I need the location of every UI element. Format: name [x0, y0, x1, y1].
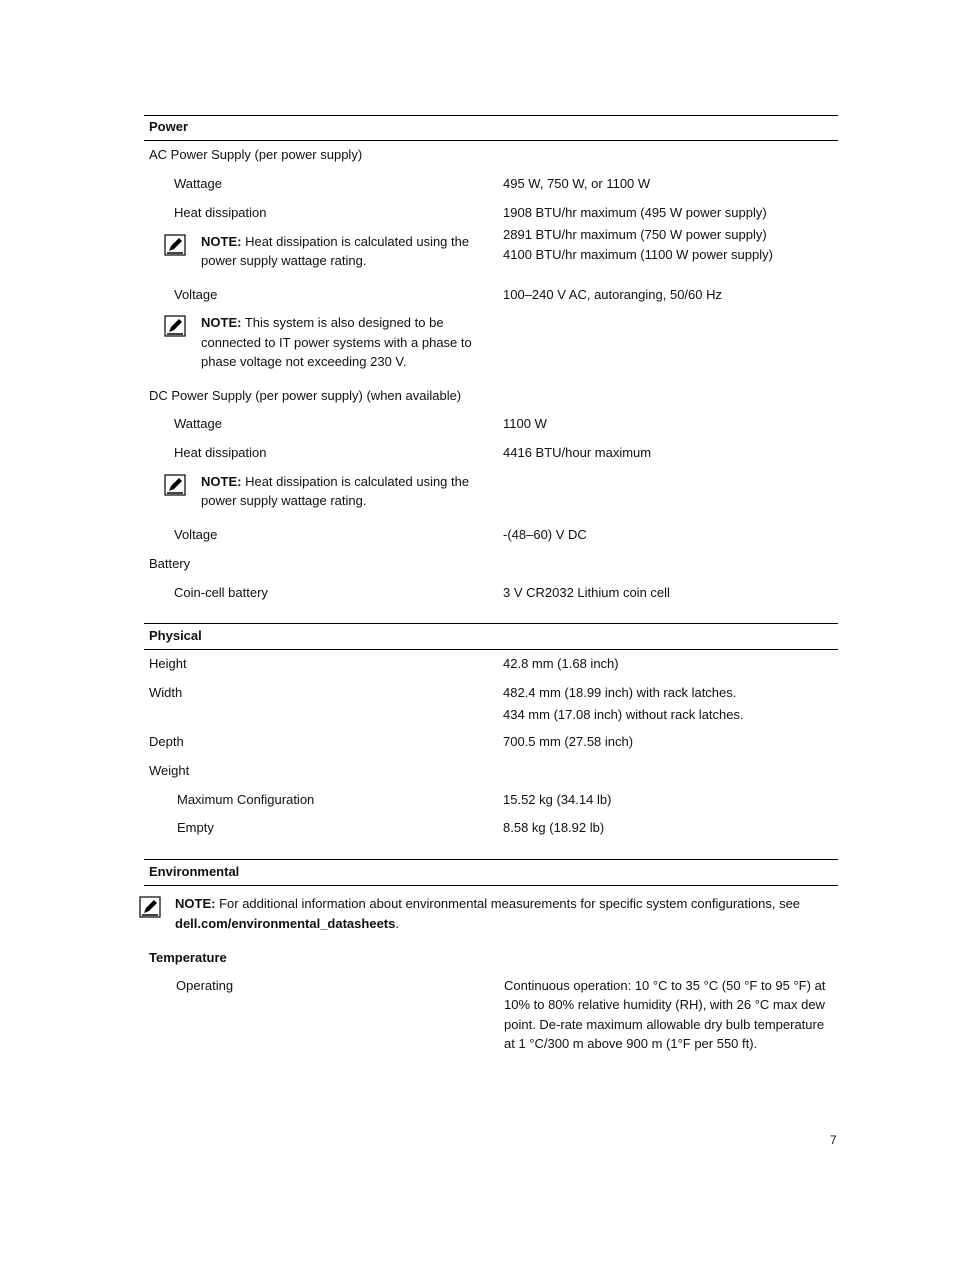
height-label: Height [149, 656, 187, 671]
operating-value-2: 10% to 80% relative humidity (RH), with 26 °C max dew [504, 997, 825, 1012]
ac-heat-note-text-1: Heat dissipation is calculated using the [245, 234, 470, 249]
temperature-title: Temperature [149, 950, 227, 965]
empty-weight-label: Empty [177, 820, 214, 835]
note-prefix: NOTE: [201, 474, 242, 489]
pencil-note-icon [139, 896, 161, 918]
depth-label: Depth [149, 734, 184, 749]
ac-heat-note-line-1 [201, 232, 469, 252]
page-number: 7 [830, 1133, 837, 1147]
empty-weight-value: 8.58 kg (18.92 lb) [503, 820, 605, 835]
env-note-line-1 [175, 894, 800, 914]
ac-heat-note-line-2: power supply wattage rating. [201, 253, 367, 268]
weight-label: Weight [149, 763, 190, 778]
coin-cell-label: Coin-cell battery [174, 585, 268, 600]
env-note-line-2 [175, 914, 399, 934]
max-config-label: Maximum Configuration [177, 792, 315, 807]
ac-power-supply-label: AC Power Supply (per power supply) [149, 147, 363, 162]
ac-voltage-note-line-3: phase voltage not exceeding 230 V. [201, 354, 407, 369]
ac-voltage-note-line-1 [201, 313, 444, 333]
power-section-title: Power [149, 119, 189, 134]
environmental-bottom-rule [144, 885, 838, 886]
dc-heat-value: 4416 BTU/hour maximum [503, 445, 652, 460]
ac-heat-value-2: 2891 BTU/hr maximum (750 W power supply) [503, 227, 767, 242]
operating-value-3: point. De-rate maximum allowable dry bulb temperature [504, 1017, 825, 1032]
ac-heat-value-3: 4100 BTU/hr maximum (1100 W power supply) [503, 247, 773, 262]
env-note-text: For additional information about environmental measurements for specific system configurations, see [219, 896, 801, 911]
dc-wattage-label: Wattage [174, 416, 222, 431]
width-value-1: 482.4 mm (18.99 inch) with rack latches. [503, 685, 737, 700]
width-label: Width [149, 685, 183, 700]
width-value-2: 434 mm (17.08 inch) without rack latches. [503, 707, 744, 722]
pencil-note-icon [164, 315, 186, 337]
ac-wattage-value: 495 W, 750 W, or 1100 W [503, 176, 651, 191]
environmental-datasheets-link[interactable]: dell.com/environmental_datasheets [175, 916, 396, 931]
physical-top-rule [144, 623, 838, 624]
ac-heat-label: Heat dissipation [174, 205, 267, 220]
note-prefix: NOTE: [201, 315, 242, 330]
dc-heat-label: Heat dissipation [174, 445, 267, 460]
ac-wattage-label: Wattage [174, 176, 222, 191]
pencil-note-icon [164, 474, 186, 496]
ac-voltage-note-text-1: This system is also designed to be [244, 315, 444, 330]
max-config-value: 15.52 kg (34.14 lb) [503, 792, 612, 807]
dc-power-supply-label: DC Power Supply (per power supply) (when available) [149, 388, 462, 403]
coin-cell-value: 3 V CR2032 Lithium coin cell [503, 585, 670, 600]
operating-value-1: Continuous operation: 10 °C to 35 °C (50 °F to 95 °F) at [504, 978, 826, 993]
depth-value: 700.5 mm (27.58 inch) [503, 734, 634, 749]
dc-wattage-value: 1100 W [503, 416, 547, 431]
ac-voltage-label: Voltage [174, 287, 218, 302]
operating-label: Operating [176, 978, 234, 993]
env-note-period: . [395, 916, 399, 931]
physical-section-title: Physical [149, 628, 202, 643]
power-bottom-rule [144, 140, 838, 141]
ac-voltage-value: 100–240 V AC, autoranging, 50/60 Hz [503, 287, 722, 302]
battery-label: Battery [149, 556, 191, 571]
environmental-top-rule [144, 859, 838, 860]
note-prefix: NOTE: [175, 896, 216, 911]
dc-heat-note-line-1 [201, 472, 469, 492]
pencil-note-icon [164, 234, 186, 256]
height-value: 42.8 mm (1.68 inch) [503, 656, 619, 671]
power-top-rule [144, 115, 838, 116]
physical-bottom-rule [144, 649, 838, 650]
dc-voltage-value: -(48–60) V DC [503, 527, 587, 542]
note-prefix: NOTE: [201, 234, 242, 249]
dc-voltage-label: Voltage [174, 527, 218, 542]
operating-value-4: at 1 °C/300 m above 900 m (1°F per 550 ft). [504, 1036, 758, 1051]
environmental-section-title: Environmental [149, 864, 240, 879]
dc-heat-note-line-2: power supply wattage rating. [201, 493, 367, 508]
dc-heat-note-text-1: Heat dissipation is calculated using the [245, 474, 470, 489]
ac-voltage-note-line-2: connected to IT power systems with a phase to [201, 335, 472, 350]
ac-heat-value-1: 1908 BTU/hr maximum (495 W power supply) [503, 205, 767, 220]
